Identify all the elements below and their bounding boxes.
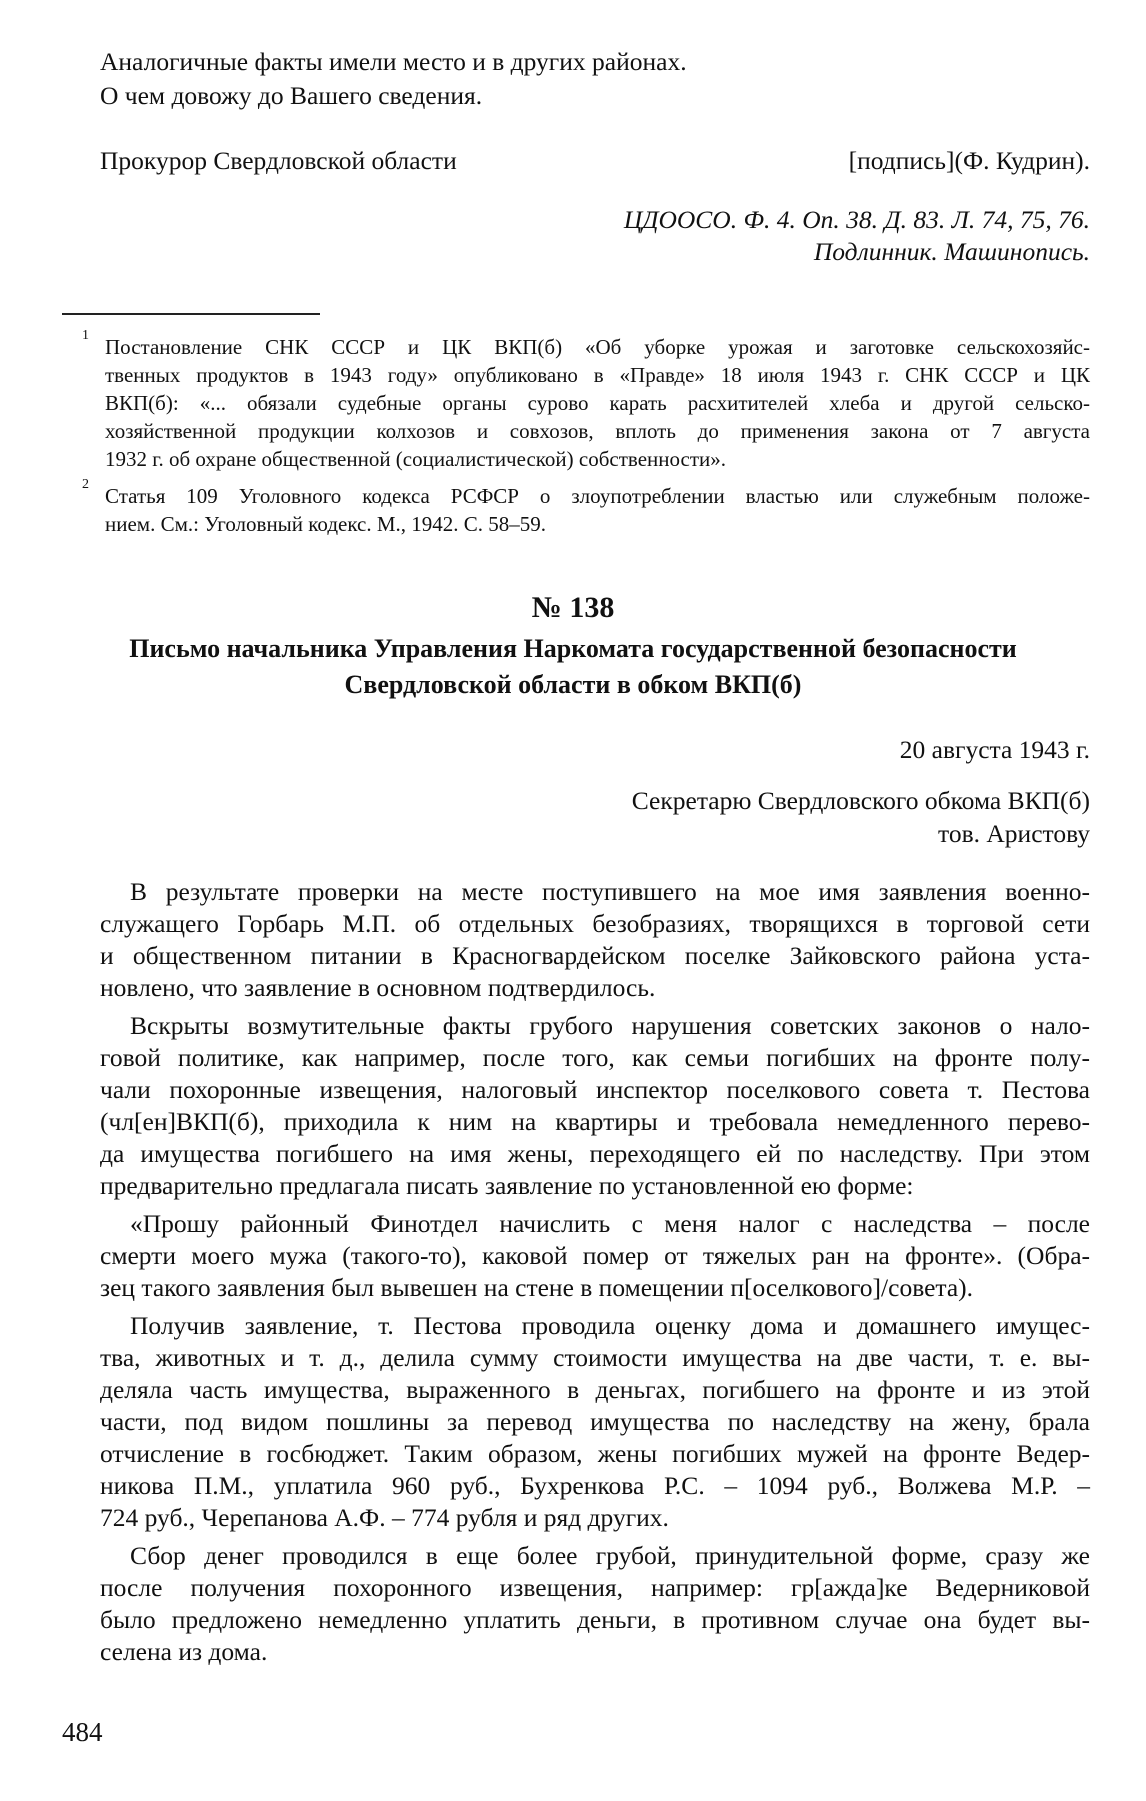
paragraph-line: было предложено немедленно уплатить деньги, в противном случае она будет вы- (100, 1605, 1090, 1634)
paragraph-line: Сбор денег проводился в еще более грубой, принудительной форме, сразу же (130, 1541, 1090, 1570)
paragraph-line: да имущества погибшего на имя жены, переходящего ей по наследству. При этом (100, 1139, 1090, 1168)
paragraph-line: говой политике, как например, после того, как семьи погибших на фронте полу- (100, 1043, 1090, 1072)
paragraph-line: «Прошу районный Финотдел начислить с меня налог с наследства – после (130, 1209, 1090, 1238)
paragraph-line: (чл[ен]ВКП(б), приходила к ним на квартиры и требовала немедленного перево- (100, 1107, 1090, 1136)
paragraph-line: отчисление в госбюджет. Таким образом, жены погибших мужей на фронте Ведер- (100, 1439, 1090, 1468)
archive-type: Подлинник. Машинопись. (813, 237, 1090, 266)
footnote-mark: 1 (82, 328, 89, 343)
paragraph-line: тва, животных и т. д., делила сумму стоимости имущества на две части, т. е. вы- (100, 1343, 1090, 1372)
text-line: Аналогичные факты имели место и в других районах. (100, 47, 687, 76)
footnote-line: твенных продуктов в 1943 году» опубликовано в «Правде» 18 июля 1943 г. СНК СССР и ЦК (105, 363, 1090, 387)
footnote-divider (62, 313, 320, 315)
signature-sign: [подпись](Ф. Кудрин). (848, 146, 1090, 175)
addressee-line: тов. Аристову (938, 819, 1090, 848)
paragraph-line: смерти моего мужа (такого-то), каковой помер от тяжелых ран на фронте». (Обра- (100, 1241, 1090, 1270)
document-date: 20 августа 1943 г. (899, 735, 1090, 764)
paragraph-line: селена из дома. (100, 1637, 268, 1666)
document-number: № 138 (531, 591, 615, 624)
text-line: О чем довожу до Вашего сведения. (100, 81, 483, 110)
paragraph-line: Вскрыты возмутительные факты грубого нарушения советских законов о нало- (130, 1011, 1090, 1040)
paragraph-line: зец такого заявления был вывешен на стене в помещении п[оселкового]/совета). (100, 1273, 974, 1302)
document-title-line: Свердловской области в обком ВКП(б) (344, 670, 802, 699)
signature-position: Прокурор Свердловской области (100, 146, 457, 175)
page-number: 484 (62, 1717, 103, 1747)
paragraph-line: после получения похоронного извещения, например: гр[ажда]ке Ведерниковой (100, 1573, 1090, 1602)
archive-reference: ЦДООСО. Ф. 4. Оп. 38. Д. 83. Л. 74, 75, 76. (623, 205, 1090, 234)
footnote-line: нием. См.: Уголовный кодекс. М., 1942. С. 58–59. (105, 512, 546, 536)
paragraph-line: части, под видом пошлины за перевод имущества по наследству на жену, брала (100, 1407, 1090, 1436)
paragraph-line: предварительно предлагала писать заявление по установленной ею форме: (100, 1171, 914, 1200)
paragraph-line: чали похоронные извещения, налоговый инспектор поселкового совета т. Пестова (100, 1075, 1090, 1104)
footnote-line: 1932 г. об охране общественной (социалистической) собственности». (105, 447, 727, 471)
paragraph-line: и общественном питании в Красногвардейском поселке Зайковского района уста- (100, 941, 1090, 970)
footnote-line: Постановление СНК СССР и ЦК ВКП(б) «Об уборке урожая и заготовке сельскохозяйс- (105, 335, 1090, 359)
paragraph-line: деляла часть имущества, выраженного в деньгах, погибшего на фронте и из этой (100, 1375, 1090, 1404)
addressee-line: Секретарю Свердловского обкома ВКП(б) (631, 786, 1090, 815)
paragraph-line: никова П.М., уплатила 960 руб., Бухренкова Р.С. – 1094 руб., Волжева М.Р. – (100, 1471, 1090, 1500)
paragraph-line: Получив заявление, т. Пестова проводила оценку дома и домашнего имущес- (130, 1311, 1090, 1340)
paragraph-line: служащего Горбарь М.П. об отдельных безобразиях, творящихся в торговой сети (100, 909, 1090, 938)
paragraph-line: В результате проверки на месте поступившего на мое имя заявления военно- (130, 877, 1090, 906)
footnote-line: Статья 109 Уголовного кодекса РСФСР о злоупотреблении властью или служебным положе- (105, 484, 1090, 508)
paragraph-line: 724 руб., Черепанова А.Ф. – 774 рубля и ряд других. (100, 1503, 669, 1532)
footnote-mark: 2 (82, 477, 89, 492)
footnote-line: хозяйственной продукции колхозов и совхозов, вплоть до применения закона от 7 августа (105, 419, 1090, 443)
paragraph-line: новлено, что заявление в основном подтвердилось. (100, 973, 656, 1002)
document-title-line: Письмо начальника Управления Наркомата государственной безопасности (129, 634, 1017, 663)
footnote-line: ВКП(б): «... обязали судебные органы сурово карать расхитителей хлеба и другой сельско- (105, 391, 1090, 415)
